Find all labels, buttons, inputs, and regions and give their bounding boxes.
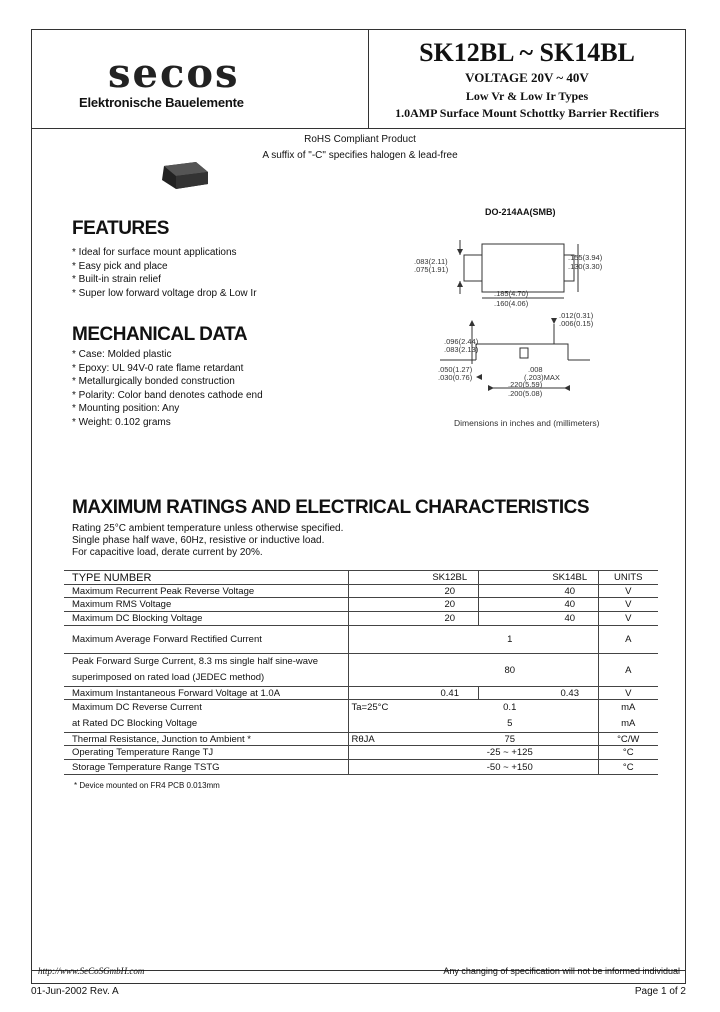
list-item: * Epoxy: UL 94V-0 rate flame retardant <box>72 362 244 374</box>
list-item: * Mounting position: Any <box>72 403 180 415</box>
list-item: * Easy pick and place <box>72 260 168 272</box>
dim-label: .075(1.91) <box>414 265 449 274</box>
row-label: Maximum Average Forward Rectified Current <box>72 634 262 645</box>
row-label: Maximum Instantaneous Forward Voltage at 1.0A <box>72 687 281 699</box>
cell-value: 40 <box>564 613 576 624</box>
row-label <box>64 654 348 687</box>
footer-note: Any changing of specification will not be informed individual <box>443 966 680 976</box>
cell-value: 20 <box>444 613 456 624</box>
cell-value: 75 <box>504 733 516 745</box>
cell-unit: V <box>598 598 658 612</box>
footer-url[interactable]: http://www.SeCoSGmbH.com <box>38 966 145 976</box>
table-row <box>64 760 658 775</box>
dim-label: .220(5.59) <box>508 380 543 389</box>
cell-unit: V <box>598 585 658 598</box>
table-row <box>64 654 658 687</box>
dim-label: .096(2.44) <box>444 337 479 346</box>
dim-label: .012(0.31) <box>559 311 594 320</box>
company-logo: secos <box>108 50 240 97</box>
package-dimension-drawing <box>414 222 670 428</box>
cell-unit: A <box>598 626 658 654</box>
mechanical-list <box>72 348 263 430</box>
dim-label: .050(1.27) <box>438 365 473 374</box>
rohs-note: RoHS Compliant Product <box>304 134 416 145</box>
list-item: * Metallurgically bonded construction <box>72 376 235 388</box>
cell-value: 1 <box>507 634 513 645</box>
row-label <box>64 700 348 733</box>
condition-text: Ta=25°C <box>351 702 389 713</box>
dim-label: .030(0.76) <box>438 373 473 382</box>
dim-label: .200(5.08) <box>508 389 543 398</box>
company-subtitle: Elektronische Bauelemente <box>79 95 244 110</box>
voltage-range: VOLTAGE 20V ~ 40V <box>465 70 589 85</box>
features-heading: FEATURES <box>72 218 169 239</box>
cell-unit: A <box>598 654 658 687</box>
row-label: Maximum RMS Voltage <box>72 599 172 610</box>
cell-value <box>422 700 598 733</box>
list-item: * Built-in strain relief <box>72 274 161 286</box>
list-item: * Polarity: Color band denotes cathode end <box>72 389 263 401</box>
table-row <box>64 612 658 626</box>
cell-value: 80 <box>504 664 516 676</box>
col-type-number: TYPE NUMBER <box>72 571 152 584</box>
cell-condition <box>348 700 422 733</box>
table-row <box>64 733 658 746</box>
dim-label: .083(2.11) <box>414 257 448 266</box>
table-row <box>64 585 658 598</box>
dim-label: .083(2.13) <box>444 345 479 354</box>
dim-label: .130(3.30) <box>568 262 603 271</box>
cell-unit: V <box>598 687 658 700</box>
cell-value-line: 0.1 <box>503 702 517 713</box>
rating-note: Single phase half wave, 60Hz, resistive or inductive load. <box>72 535 325 546</box>
row-label: Storage Temperature Range TSTG <box>72 761 220 773</box>
row-label-line: Maximum DC Reverse Current <box>72 702 202 713</box>
part-title: SK12BL ~ SK14BL <box>419 38 635 67</box>
list-item: * Weight: 0.102 grams <box>72 416 171 428</box>
footer-date: 01-Jun-2002 Rev. A <box>31 986 119 997</box>
table-row <box>64 687 658 700</box>
cell-value: -25 ~ +125 <box>486 747 533 758</box>
list-item: * Case: Molded plastic <box>72 349 172 360</box>
ratings-table <box>64 570 658 775</box>
table-row <box>64 626 658 654</box>
cell-unit <box>598 700 658 733</box>
mechanical-heading: MECHANICAL DATA <box>72 324 248 345</box>
dim-label: .006(0.15) <box>559 319 594 328</box>
cell-symbol: RθJA <box>348 733 422 746</box>
footer-page: Page 1 of 2 <box>634 986 686 997</box>
row-label-line: at Rated DC Blocking Voltage <box>72 718 198 729</box>
device-description: 1.0AMP Surface Mount Schottky Barrier Rectifiers <box>395 106 659 120</box>
cell-unit: °C <box>598 746 658 760</box>
rating-note: Rating 25°C ambient temperature unless otherwise specified. <box>72 523 344 534</box>
dim-label: .160(4.06) <box>494 299 529 308</box>
table-footnote: * Device mounted on FR4 PCB 0.013mm <box>74 781 220 790</box>
package-photo <box>158 158 212 194</box>
table-row <box>64 746 658 760</box>
row-label-line: Peak Forward Surge Current, 8.3 ms single half sine-wave <box>72 656 319 667</box>
cell-value: 0.41 <box>440 687 459 699</box>
cell-value: -50 ~ +150 <box>486 761 533 773</box>
cell-unit-line: mA <box>621 702 636 713</box>
row-label-line: superimposed on rated load (JEDEC method) <box>72 672 265 683</box>
halogen-note: A suffix of "-C" specifies halogen & lead-free <box>262 150 458 161</box>
list-item: * Super low forward voltage drop & Low Ir <box>72 287 257 299</box>
cell-value: 20 <box>444 599 456 610</box>
table-row <box>64 598 658 612</box>
cell-value-line: 5 <box>507 718 513 729</box>
col-sk14bl: SK14BL <box>552 572 588 583</box>
row-label: Maximum DC Blocking Voltage <box>72 613 203 624</box>
dims-note: Dimensions in inches and (millimeters) <box>454 418 600 428</box>
cell-value: 40 <box>564 585 576 597</box>
row-label: Thermal Resistance, Junction to Ambient * <box>72 733 252 745</box>
dim-label: .155(3.94) <box>568 253 603 262</box>
cell-unit-line: mA <box>621 718 636 729</box>
cell-value: 0.43 <box>560 687 579 699</box>
table-header-row <box>64 571 658 585</box>
ratings-notes <box>72 523 343 559</box>
cell-unit: °C <box>598 760 658 775</box>
dim-label: .008 <box>528 365 543 374</box>
cell-value: 40 <box>564 599 576 610</box>
package-name: DO-214AA(SMB) <box>485 207 556 217</box>
cell-unit: V <box>598 612 658 626</box>
features-list <box>72 246 257 300</box>
col-sk12bl: SK12BL <box>432 572 468 583</box>
list-item: * Ideal for surface mount applications <box>72 247 237 258</box>
device-types: Low Vr & Low Ir Types <box>465 89 589 103</box>
dim-label: (.203)MAX <box>524 373 560 382</box>
col-units: UNITS <box>598 571 658 585</box>
table-row <box>64 700 658 733</box>
cell-value: 20 <box>444 585 456 597</box>
ratings-heading: MAXIMUM RATINGS AND ELECTRICAL CHARACTERISTICS <box>72 497 590 518</box>
header-divider <box>31 128 686 129</box>
row-label: Maximum Recurrent Peak Reverse Voltage <box>72 585 255 597</box>
row-label: Operating Temperature Range TJ <box>72 747 214 758</box>
rating-note: For capacitive load, derate current by 20%. <box>72 547 263 558</box>
cell-unit: °C/W <box>598 733 658 746</box>
dim-label: .185(4.70) <box>494 289 529 298</box>
